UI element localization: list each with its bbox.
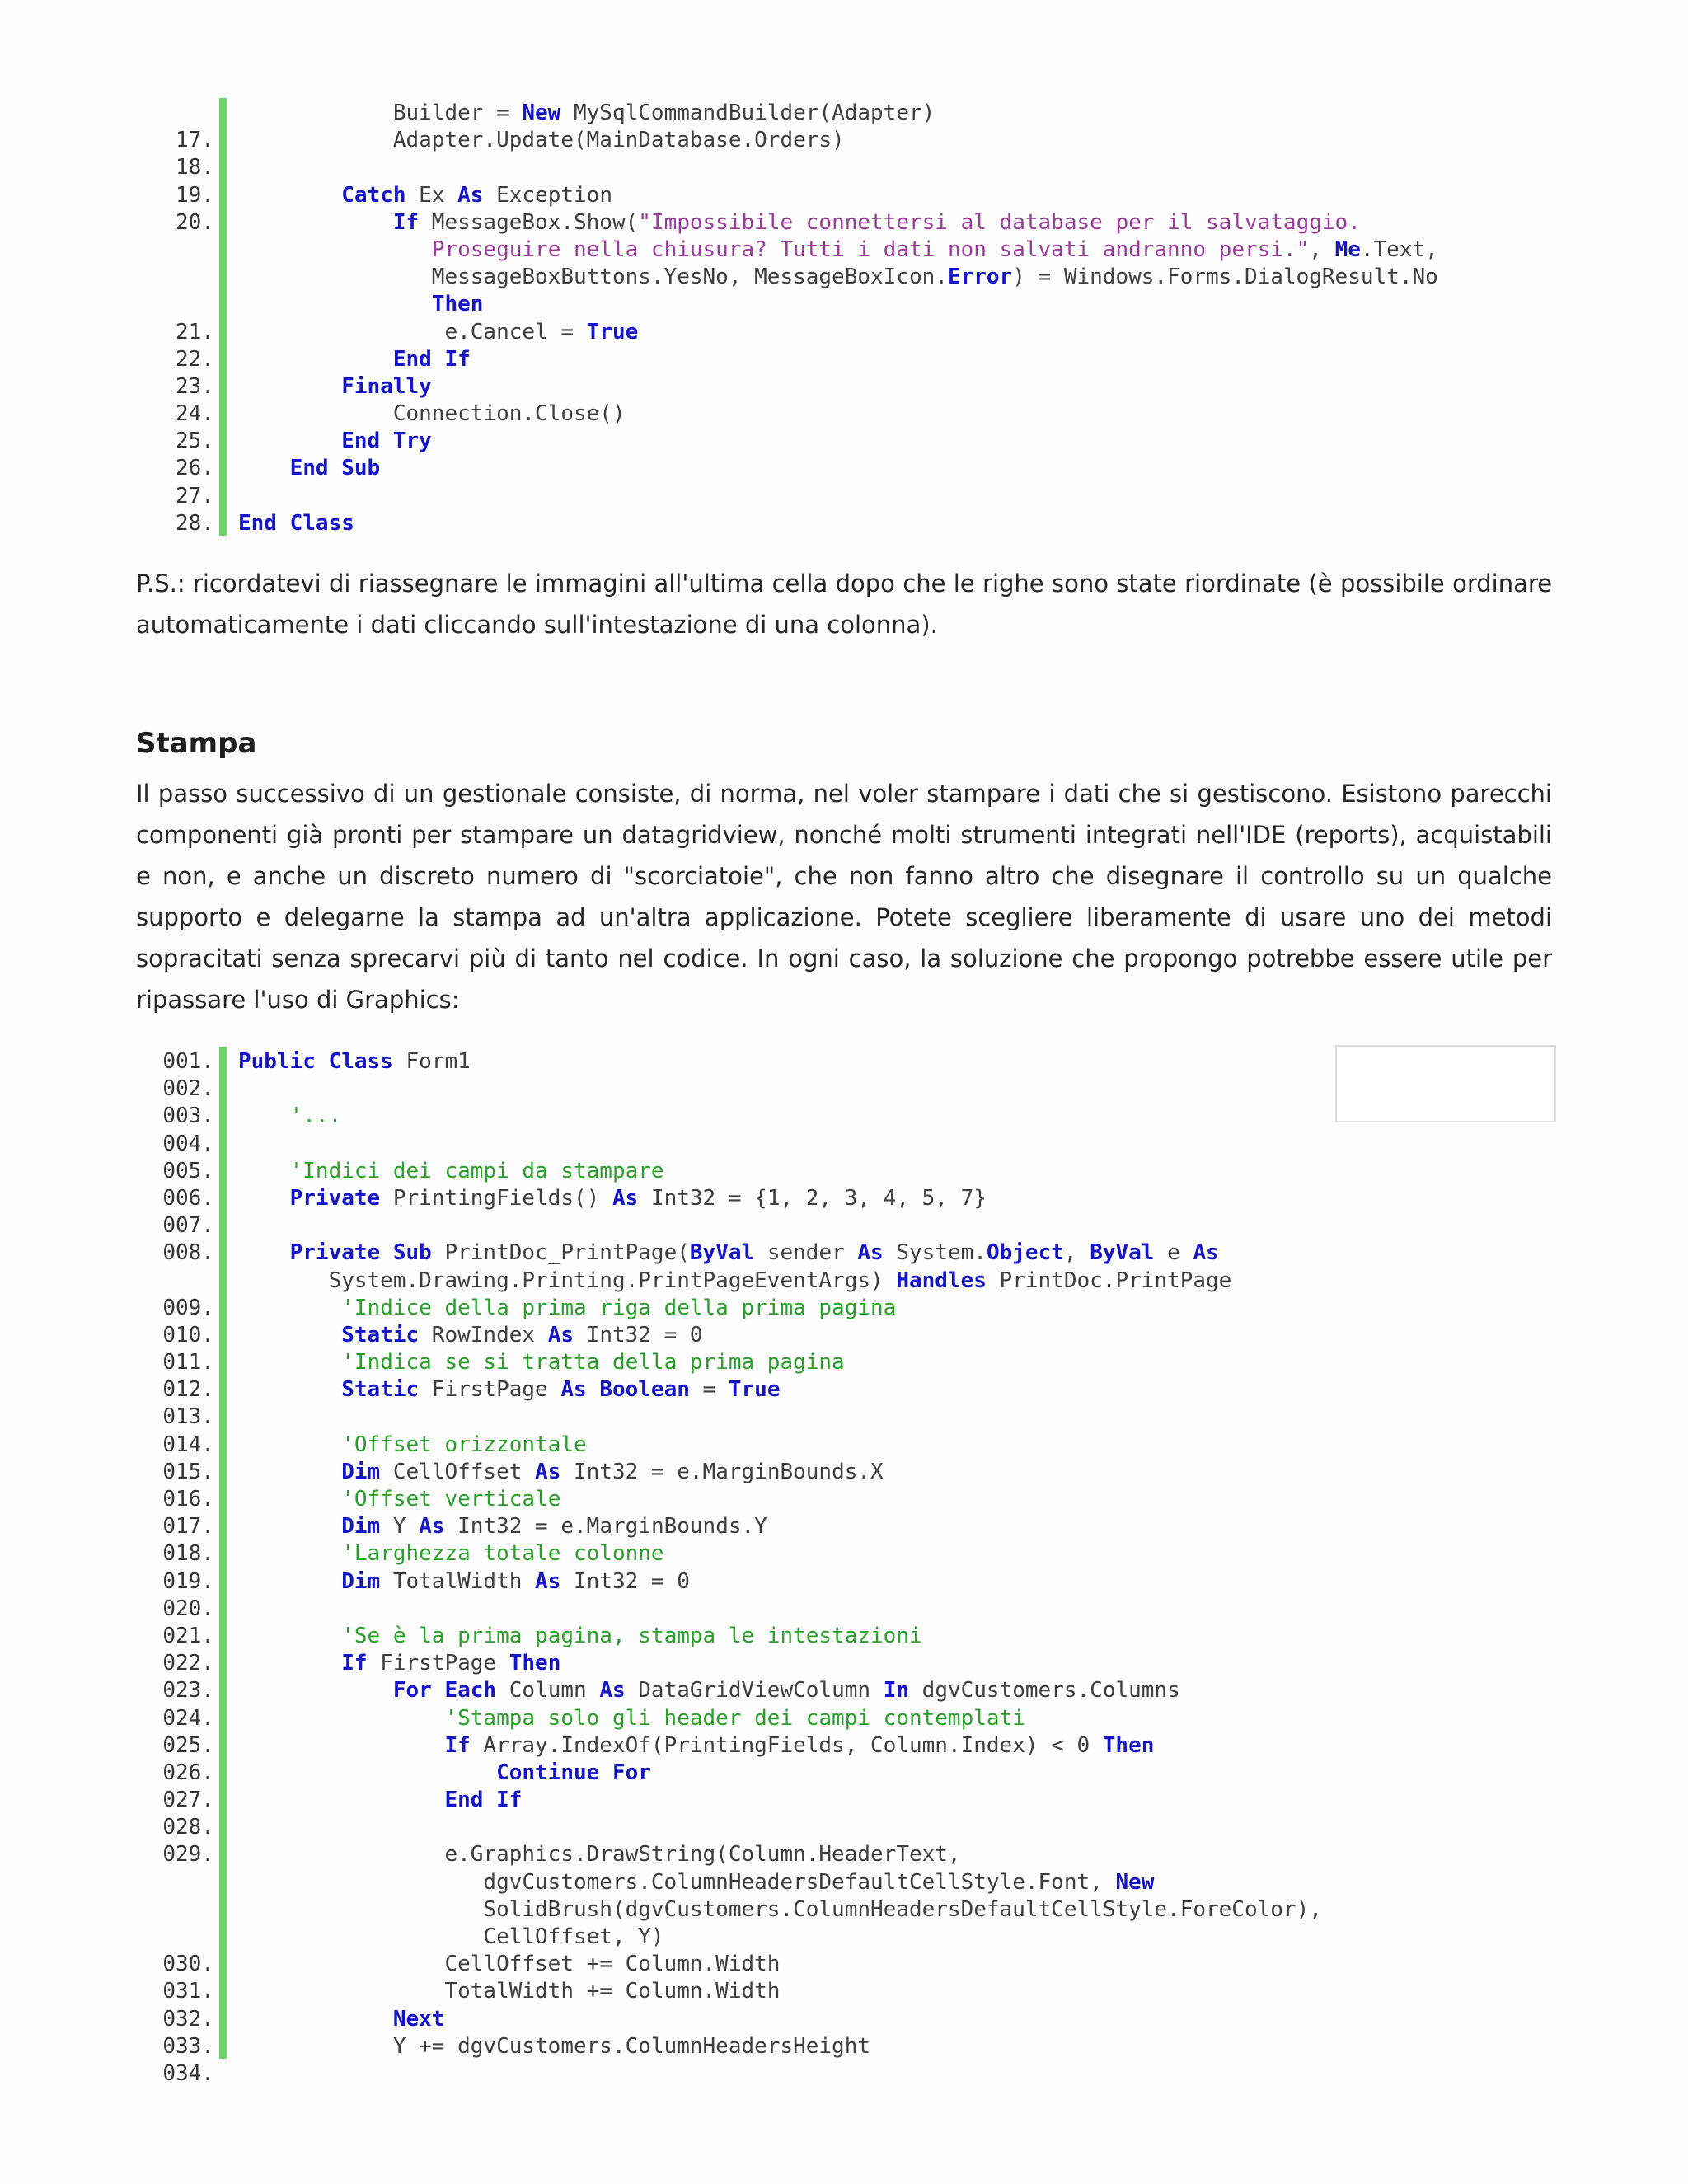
line-number: 22. xyxy=(176,346,214,372)
comment-token: '... xyxy=(289,1104,342,1129)
code-text xyxy=(238,127,845,154)
code-token xyxy=(238,456,290,480)
code-line xyxy=(0,1459,1688,1486)
line-number: 033. xyxy=(162,2033,214,2059)
code-line xyxy=(0,237,1688,264)
keyword-token: Me xyxy=(1334,237,1361,262)
keyword-token: End Sub xyxy=(289,456,381,481)
code-text xyxy=(238,100,935,127)
line-number: 031. xyxy=(162,1979,214,2004)
code-line xyxy=(0,1048,1688,1076)
code-token xyxy=(238,1760,496,1785)
keyword-token: Then xyxy=(1102,1732,1155,1758)
code-token xyxy=(238,1733,444,1758)
code-token xyxy=(238,292,432,316)
code-line xyxy=(0,1951,1688,1978)
code-token: TotalWidth += Column.Width xyxy=(238,1979,781,2004)
code-token: TotalWidth xyxy=(380,1568,536,1594)
code-text xyxy=(238,373,432,401)
code-text xyxy=(238,1513,767,1540)
line-number: 019. xyxy=(162,1568,214,1594)
code-token xyxy=(238,429,341,453)
comment-token: 'Se è la prima pagina, stampa le intestazioni xyxy=(341,1623,922,1648)
line-number: 030. xyxy=(162,1952,214,1977)
code-token: ) = Windows.Forms.DialogResult.No xyxy=(1012,265,1438,290)
code-line xyxy=(0,1841,1688,1868)
code-token xyxy=(238,1104,290,1128)
line-number: 24. xyxy=(176,401,214,427)
code-token: Form1 xyxy=(392,1049,471,1074)
code-line xyxy=(0,1814,1688,1841)
code-line xyxy=(0,1978,1688,2005)
code-token: Int32 = {1, 2, 3, 4, 5, 7} xyxy=(638,1185,987,1211)
code-line xyxy=(0,1732,1688,1760)
code-line xyxy=(0,1760,1688,1787)
line-number: 014. xyxy=(162,1432,214,1457)
code-token: Y += dgvCustomers.ColumnHeadersHeight xyxy=(238,2033,871,2059)
code-line xyxy=(0,1185,1688,1212)
line-number: 21. xyxy=(176,319,214,344)
code-text xyxy=(238,1322,703,1349)
code-line xyxy=(0,1131,1688,1158)
code-line xyxy=(0,373,1688,401)
keyword-token: True xyxy=(728,1377,781,1403)
code-token: e xyxy=(1154,1240,1193,1266)
code-text xyxy=(238,1650,560,1677)
code-token: Connection.Close() xyxy=(238,401,626,427)
code-line xyxy=(0,264,1688,291)
code-line xyxy=(0,401,1688,428)
code-token xyxy=(238,1514,341,1539)
code-token: e.Cancel = xyxy=(238,319,587,344)
code-token xyxy=(238,347,393,372)
code-line xyxy=(0,428,1688,455)
code-line xyxy=(0,346,1688,373)
code-token: CellOffset xyxy=(380,1459,536,1484)
code-line xyxy=(0,1240,1688,1267)
keyword-token: End If xyxy=(444,1788,523,1813)
code-line xyxy=(0,319,1688,346)
keyword-token: Continue For xyxy=(496,1760,651,1785)
keyword-token: Dim xyxy=(341,1568,381,1594)
line-number: 23. xyxy=(176,373,214,399)
line-number: 020. xyxy=(162,1596,214,1621)
line-number: 005. xyxy=(162,1158,214,1183)
line-number: 032. xyxy=(162,2006,214,2032)
line-number: 003. xyxy=(162,1104,214,1129)
code-token xyxy=(238,1788,444,1812)
code-text xyxy=(238,237,1438,264)
keyword-token: For Each xyxy=(392,1678,497,1704)
code-token: Adapter.Update(MainDatabase.Orders) xyxy=(238,128,845,153)
code-text xyxy=(238,1705,1025,1732)
code-token xyxy=(238,1432,341,1457)
code-text xyxy=(238,2033,870,2060)
code-token: MessageBox.Show( xyxy=(419,209,639,235)
line-number: 006. xyxy=(162,1185,214,1211)
line-number: 026. xyxy=(162,1760,214,1785)
code-text xyxy=(238,510,354,537)
code-line xyxy=(0,1596,1688,1623)
code-line xyxy=(0,127,1688,154)
code-line xyxy=(0,510,1688,537)
keyword-token: As xyxy=(612,1185,639,1211)
line-number: 27. xyxy=(176,483,214,509)
keyword-token: End If xyxy=(392,346,471,372)
keyword-token: Then xyxy=(431,292,484,317)
line-number: 018. xyxy=(162,1541,214,1567)
section-heading: Stampa xyxy=(136,727,257,760)
code-token: PrintDoc.PrintPage xyxy=(986,1268,1232,1293)
code-token: PrintingFields() xyxy=(380,1185,612,1211)
code-line xyxy=(0,1486,1688,1513)
code-token: Builder = xyxy=(238,101,523,125)
comment-token: 'Larghezza totale colonne xyxy=(341,1541,664,1567)
line-number: 20. xyxy=(176,209,214,235)
code-text xyxy=(238,1432,587,1459)
keyword-token: End Try xyxy=(341,429,432,454)
code-line xyxy=(0,1869,1688,1896)
code-line xyxy=(0,2006,1688,2033)
line-number: 034. xyxy=(162,2060,214,2086)
code-token: DataGridViewColumn xyxy=(625,1678,884,1704)
line-number: 25. xyxy=(176,429,214,454)
section-paragraph: Il passo successivo di un gestionale consiste, di norma, nel voler stampare i dati che si gestiscono. Esistono parecchi componenti già pronti per stampare un datagridview, nonché molti strumenti integrati nell'IDE (reports), acquistabili e non, e anche un discreto numero di "scorciatoie", che non fanno altro che disegnare il controllo su un qualche supporto e delegarne la stampa ad un'altra applicazione. Potete scegliere liberamente di usare uno dei metodi sopracitati senza sprecarvi più di tanto nel codice. In ogni caso, la soluzione che propongo potrebbe essere utile per ripassare l'uso di Graphics: xyxy=(136,780,1552,1014)
code-token xyxy=(238,210,393,235)
code-line xyxy=(0,1432,1688,1459)
code-text xyxy=(238,1048,471,1076)
code-text xyxy=(238,291,483,318)
ps-note: P.S.: ricordatevi di riassegnare le immagini all'ultima cella dopo che le righe sono state riordinate (è possibile ordinare automaticamente i dati cliccando sull'intestazione di una colonna). xyxy=(136,569,1552,639)
code-token: MySqlCommandBuilder(Adapter) xyxy=(560,101,935,125)
keyword-token: Static xyxy=(341,1377,420,1403)
code-token: Int32 = 0 xyxy=(560,1568,690,1594)
code-text xyxy=(238,1677,1180,1704)
code-token: Y xyxy=(380,1514,420,1540)
keyword-token: ByVal xyxy=(1090,1240,1155,1266)
keyword-token: As xyxy=(560,1377,587,1403)
keyword-token: Next xyxy=(392,2006,445,2032)
keyword-token: Then xyxy=(509,1651,561,1676)
comment-token: 'Indica se si tratta della prima pagina xyxy=(341,1350,845,1376)
code-text xyxy=(238,1787,522,1814)
line-number: 028. xyxy=(162,1815,214,1840)
code-line xyxy=(0,1650,1688,1677)
keyword-token: Dim xyxy=(341,1459,381,1484)
line-number: 001. xyxy=(162,1049,214,1074)
code-token: Column xyxy=(496,1678,600,1704)
code-token xyxy=(238,1323,341,1347)
code-token: PrintDoc_PrintPage( xyxy=(431,1240,690,1266)
code-token: dgvCustomers.Columns xyxy=(909,1678,1180,1704)
code-token: e.Graphics.DrawString(Column.HeaderText, xyxy=(238,1842,961,1868)
keyword-token: As xyxy=(1193,1240,1219,1266)
code-text xyxy=(238,428,432,455)
code-text xyxy=(238,455,380,482)
code-token: , xyxy=(1063,1240,1090,1266)
code-line xyxy=(0,182,1688,209)
line-number: 18. xyxy=(176,155,214,180)
line-number: 011. xyxy=(162,1350,214,1376)
code-text xyxy=(238,1951,780,1978)
code-token: , xyxy=(1309,237,1335,262)
code-token xyxy=(238,374,341,399)
code-token xyxy=(587,1377,600,1402)
code-text xyxy=(238,1459,884,1486)
keyword-token: End Class xyxy=(238,510,354,536)
line-number: 021. xyxy=(162,1623,214,1648)
code-line xyxy=(0,1103,1688,1130)
code-line xyxy=(0,1376,1688,1404)
code-token xyxy=(238,183,341,208)
line-number: 024. xyxy=(162,1705,214,1731)
keyword-token: Public Class xyxy=(238,1049,393,1074)
code-token xyxy=(238,1487,341,1511)
line-number: 28. xyxy=(176,510,214,536)
code-text xyxy=(238,1896,1322,1924)
line-number: 19. xyxy=(176,182,214,208)
keyword-token: ByVal xyxy=(689,1240,755,1266)
code-token xyxy=(238,1240,290,1265)
code-text xyxy=(238,1486,560,1513)
code-text xyxy=(238,1268,1231,1295)
keyword-token: If xyxy=(341,1651,368,1676)
code-token: sender xyxy=(754,1240,858,1266)
line-number: 007. xyxy=(162,1213,214,1239)
code-line xyxy=(0,1295,1688,1322)
code-line xyxy=(0,1924,1688,1951)
line-number: 17. xyxy=(176,128,214,153)
code-token: = xyxy=(689,1377,729,1403)
code-text xyxy=(238,346,471,373)
keyword-token: Static xyxy=(341,1322,420,1347)
keyword-token: As xyxy=(457,182,484,208)
code-text xyxy=(238,1376,780,1404)
keyword-token: Private Sub xyxy=(289,1240,432,1266)
line-number: 022. xyxy=(162,1651,214,1676)
code-token: CellOffset += Column.Width xyxy=(238,1952,781,1977)
code-token: System.Drawing.Printing.PrintPageEventArgs) xyxy=(238,1268,897,1293)
code-text xyxy=(238,1841,961,1868)
code-line xyxy=(0,455,1688,482)
code-text xyxy=(238,1869,1154,1896)
code-token xyxy=(238,1377,341,1402)
line-number: 009. xyxy=(162,1295,214,1320)
code-token: CellOffset, Y) xyxy=(238,1924,664,1949)
code-token: FirstPage xyxy=(419,1377,561,1403)
code-text xyxy=(238,401,626,428)
code-text xyxy=(238,1924,664,1951)
code-line xyxy=(0,291,1688,318)
line-number: 023. xyxy=(162,1678,214,1704)
keyword-token: Object xyxy=(986,1240,1064,1266)
line-number: 008. xyxy=(162,1240,214,1266)
comment-token: 'Offset verticale xyxy=(341,1487,561,1511)
line-number: 029. xyxy=(162,1842,214,1868)
keyword-token: Private xyxy=(289,1185,381,1211)
code-text xyxy=(238,209,1361,237)
code-token: System. xyxy=(883,1240,987,1266)
code-text xyxy=(238,2006,444,2033)
code-line xyxy=(0,1404,1688,1431)
code-token: .Text, xyxy=(1360,237,1438,262)
code-token: MessageBoxButtons.YesNo, MessageBoxIcon. xyxy=(238,265,948,290)
code-text xyxy=(238,1295,896,1322)
keyword-token: Handles xyxy=(896,1268,987,1293)
code-token xyxy=(238,1159,290,1183)
comment-token: 'Indici dei campi da stampare xyxy=(289,1158,664,1183)
code-token xyxy=(238,1624,341,1648)
line-number: 015. xyxy=(162,1459,214,1484)
code-line xyxy=(0,1513,1688,1540)
keyword-token: In xyxy=(883,1678,910,1704)
code-text xyxy=(238,1760,651,1787)
code-line xyxy=(0,1076,1688,1103)
code-line xyxy=(0,1677,1688,1704)
code-token: FirstPage xyxy=(367,1651,509,1676)
code-text xyxy=(238,1540,664,1568)
code-token xyxy=(238,1678,393,1703)
code-line xyxy=(0,1623,1688,1650)
code-text xyxy=(238,1158,664,1185)
keyword-token: As xyxy=(547,1322,574,1347)
line-number: 004. xyxy=(162,1131,214,1156)
keyword-token: Error xyxy=(947,265,1013,290)
code-line xyxy=(0,1322,1688,1349)
code-token: SolidBrush(dgvCustomers.ColumnHeadersDefaultCellStyle.ForeColor), xyxy=(238,1896,1322,1922)
line-number: 016. xyxy=(162,1487,214,1511)
code-text xyxy=(238,264,1438,291)
comment-token: 'Offset orizzontale xyxy=(341,1432,587,1457)
code-listing-bottom xyxy=(0,1048,1688,2088)
keyword-token: As xyxy=(535,1459,561,1484)
code-token xyxy=(238,1651,341,1675)
string-token: "Impossibile connettersi al database per il salvataggio. xyxy=(638,209,1361,235)
line-number: 002. xyxy=(162,1076,214,1102)
code-token xyxy=(238,237,432,262)
code-line xyxy=(0,209,1688,237)
code-token xyxy=(238,1569,341,1594)
keyword-token: If xyxy=(392,209,420,235)
keyword-token: If xyxy=(444,1732,471,1758)
comment-token: 'Stampa solo gli header dei campi contemplati xyxy=(444,1705,1025,1731)
code-token xyxy=(238,1296,341,1320)
code-token: Int32 = e.MarginBounds.X xyxy=(560,1459,884,1484)
code-line xyxy=(0,1158,1688,1185)
code-text xyxy=(238,1978,780,2005)
code-line xyxy=(0,2033,1688,2060)
keyword-token: As xyxy=(857,1240,884,1266)
code-token: Int32 = 0 xyxy=(574,1322,703,1347)
keyword-token: As xyxy=(599,1678,626,1704)
comment-token: 'Indice della prima riga della prima pagina xyxy=(341,1295,897,1320)
code-token xyxy=(238,1350,341,1375)
line-number: 013. xyxy=(162,1404,214,1430)
code-line xyxy=(0,1896,1688,1924)
line-number: 26. xyxy=(176,456,214,481)
line-number: 012. xyxy=(162,1377,214,1403)
code-line xyxy=(0,2060,1688,2088)
code-line xyxy=(0,483,1688,510)
code-line xyxy=(0,1349,1688,1376)
keyword-token: As xyxy=(535,1568,561,1594)
code-text xyxy=(238,1732,1154,1760)
code-token: dgvCustomers.ColumnHeadersDefaultCellStyle.Font, xyxy=(238,1869,1116,1895)
keyword-token: Boolean xyxy=(599,1377,690,1403)
string-token: Proseguire nella chiusura? Tutti i dati non salvati andranno persi." xyxy=(431,237,1310,262)
keyword-token: True xyxy=(586,319,639,344)
code-token: Array.IndexOf(PrintingFields, Column.Index) < 0 xyxy=(470,1732,1103,1758)
keyword-token: Finally xyxy=(341,373,432,399)
code-text xyxy=(238,1240,1219,1267)
code-token: RowIndex xyxy=(419,1322,548,1347)
keyword-token: As xyxy=(419,1514,445,1540)
code-token: Int32 = e.MarginBounds.Y xyxy=(444,1514,767,1540)
code-token xyxy=(238,1186,290,1211)
code-line xyxy=(0,1787,1688,1814)
code-text xyxy=(238,1185,987,1212)
code-line xyxy=(0,154,1688,181)
code-text xyxy=(238,1103,341,1130)
code-line xyxy=(0,100,1688,127)
code-token: Ex xyxy=(406,182,458,208)
code-token xyxy=(238,1706,444,1731)
code-token: Exception xyxy=(483,182,612,208)
code-line xyxy=(0,1705,1688,1732)
code-text xyxy=(238,1623,922,1650)
code-line xyxy=(0,1212,1688,1240)
line-number: 017. xyxy=(162,1514,214,1540)
keyword-token: Catch xyxy=(341,182,406,208)
code-token xyxy=(238,1460,341,1484)
line-number: 025. xyxy=(162,1732,214,1758)
code-token xyxy=(238,1541,341,1566)
code-text xyxy=(238,1349,845,1376)
code-line xyxy=(0,1268,1688,1295)
keyword-token: New xyxy=(522,101,561,125)
code-text xyxy=(238,1568,690,1596)
code-listing-top xyxy=(0,100,1688,537)
line-number: 010. xyxy=(162,1322,214,1347)
code-line xyxy=(0,1568,1688,1596)
code-text xyxy=(238,319,638,346)
line-number: 027. xyxy=(162,1788,214,1813)
keyword-token: Dim xyxy=(341,1514,381,1540)
code-line xyxy=(0,1540,1688,1568)
code-token xyxy=(238,2007,393,2032)
keyword-token: New xyxy=(1115,1869,1155,1895)
code-text xyxy=(238,182,612,209)
